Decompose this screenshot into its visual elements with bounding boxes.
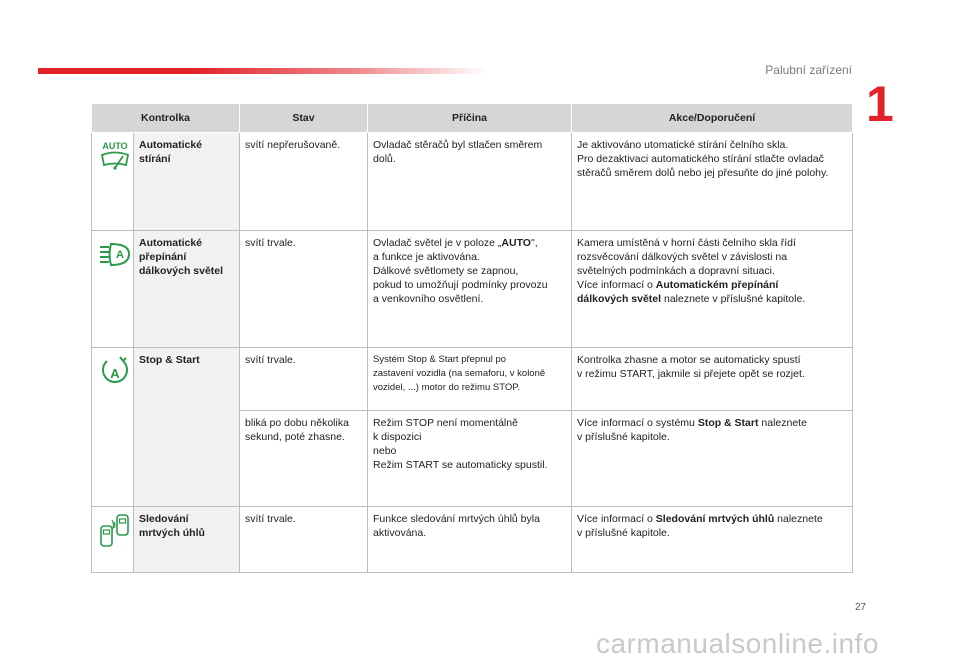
warning-lights-table: [91, 103, 853, 573]
stop-start-icon: [97, 353, 133, 389]
row-cause: Ovladač stěračů byl stlačen směrem dolů.: [368, 133, 572, 231]
icon-cell: [92, 507, 134, 573]
row-state: svítí trvale.: [240, 231, 368, 348]
icon-cell: [92, 348, 134, 507]
section-title: Palubní zařízení: [765, 63, 852, 77]
row-action: Je aktivováno utomatické stírání čelního skla. Pro dezaktivaci automatického stírání stlačte ovladač stěračů směrem dolů nebo jej přesuňte do jiné polohy.: [572, 133, 853, 231]
watermark: carmanualsonline.info: [596, 628, 879, 659]
row-state: svítí trvale.: [240, 348, 368, 411]
table-row: [92, 348, 853, 411]
row-cause: Režim STOP není momentálně k dispozici nebo Režim START se automaticky spustil.: [368, 411, 572, 507]
col-header-akce: Akce/Doporučení: [572, 104, 853, 133]
row-label: Automatické stírání: [134, 133, 240, 231]
icon-cell: [92, 231, 134, 348]
table-row: [92, 231, 853, 348]
row-action: Více informací o Sledování mrtvých úhlů naleznete v příslušné kapitole.: [572, 507, 853, 573]
row-state: bliká po dobu několika sekund, poté zhasne.: [240, 411, 368, 507]
col-header-pricina: Příčina: [368, 104, 572, 133]
svg-text:AUTO: AUTO: [102, 141, 128, 151]
row-label: Sledování mrtvých úhlů: [134, 507, 240, 573]
table-row: [92, 507, 853, 573]
icon-cell: [92, 133, 134, 231]
row-action: Kamera umístěná v horní části čelního skla řídí rozsvěcování dálkových světel v závislosti na světelných podmínkách a dopravní situaci. Více informací o Automatickém přepínání dálkových světel naleznete v příslušné kapitole.: [572, 231, 853, 348]
red-header-bar: [38, 68, 488, 74]
auto-high-beam-icon: [97, 236, 133, 272]
col-header-kontrolka: Kontrolka: [92, 104, 240, 133]
page-number: 27: [855, 602, 867, 613]
col-header-stav: Stav: [240, 104, 368, 133]
row-action: Více informací o systému Stop & Start naleznete v příslušné kapitole.: [572, 411, 853, 507]
table-row: [92, 133, 853, 231]
row-cause: Funkce sledování mrtvých úhlů byla aktivována.: [368, 507, 572, 573]
blind-spot-icon: [97, 512, 133, 548]
auto-wiper-icon: [97, 138, 133, 174]
row-cause: Systém Stop & Start přepnul po zastavení vozidla (na semaforu, v koloně vozidel, ...) motor do režimu STOP.: [368, 348, 572, 411]
row-label: Automatické přepínání dálkových světel: [134, 231, 240, 348]
table-header-row: [92, 104, 853, 133]
row-action: Kontrolka zhasne a motor se automaticky spustí v režimu START, jakmile si přejete opět se rozjet.: [572, 348, 853, 411]
row-label: Stop & Start: [134, 348, 240, 507]
svg-text:A: A: [110, 366, 120, 381]
row-state: svítí trvale.: [240, 507, 368, 573]
svg-text:A: A: [116, 249, 124, 261]
row-cause: Ovladač světel je v poloze „AUTO", a funkce je aktivována. Dálkové světlomety se zapnou, pokud to umožňují podmínky provozu a venkovního osvětlení.: [368, 231, 572, 348]
row-state: svítí nepřerušovaně.: [240, 133, 368, 231]
chapter-number: 1: [866, 76, 894, 132]
